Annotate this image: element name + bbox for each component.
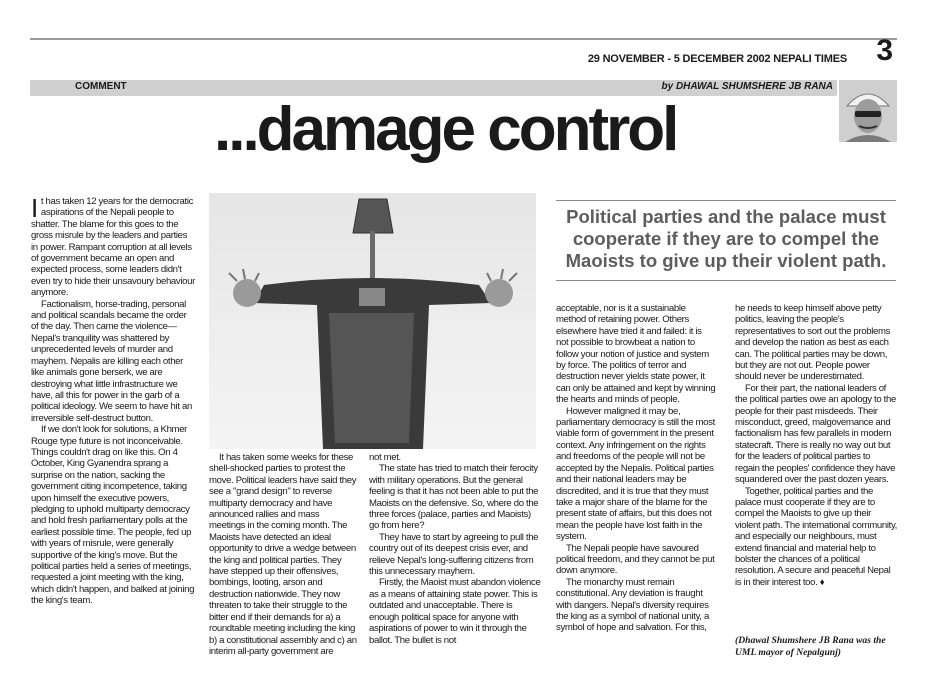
- byline: by DHAWAL SHUMSHERE JB RANA: [661, 81, 833, 92]
- paragraph: t has taken 12 years for the democratic aspirations of the Nepali people to shatter. The blame for this goes to the gross misrule by the leaders and parties in power. Rampant corruption at all levels of government became an open and expected process, some leaders didn't even try to hide their unsavoury behaviour anymore.: [31, 196, 195, 299]
- paragraph: If we don't look for solutions, a Khmer Rouge type future is not inconceivable. Things couldn't drag on like this. On 4 October, King Gyanendra sprang a surprise on the nation, sacking the government citing incompetence, taking upon himself the executive powers, pledging to uphold multiparty democracy and hold fresh parliamentary polls at the earliest possible time. The people, fed up with years of misrule, were generally supportive of the king's move. But the political parties held a series of meetings, requested a joint meeting with the king, which didn't happen, and balked at joining the king's team.: [31, 424, 195, 607]
- section-label: COMMENT: [75, 81, 127, 92]
- paragraph: Factionalism, horse-trading, personal and political scandals became the order of the day. Then came the violence—Nepal's tranquility was shattered by unprecedented levels of murder and mayhem. Nepalis are killing each other like animals gone berserk, we are destroying what little infrastructure we have, all this for power in the garb of a political ideology. We seem to have hit an irreversible self-destruct button.: [31, 298, 192, 424]
- article-column-5: [735, 303, 897, 588]
- paragraph: acceptable, nor is it a sustainable method of retaining power. Others elsewhere have tried it and failed: it is not possible to browbeat a nation to follow your notion of justice and system by force. The politics of terror and destruction never yields state power, it can only be attained and kept by winning the hearts and minds of people.: [556, 303, 716, 406]
- pullquote: Political parties and the palace must cooperate if they are to compel the Maoists to give up their violent path.: [565, 206, 887, 271]
- paragraph: They have to start by agreeing to pull the country out of its deepest crisis ever, and relieve Nepal's long-suffering citizens from this unnecessary mayhem.: [369, 531, 539, 578]
- masthead-date: 29 NOVEMBER - 5 DECEMBER 2002 NEPALI TIMES: [587, 53, 847, 65]
- paragraph: The Nepali people have savoured political freedom, and they cannot be put down anymore.: [556, 542, 715, 577]
- drop-cap: I: [31, 193, 38, 223]
- headline: ...damage control: [214, 95, 677, 164]
- paragraph: However maligned it may be, parliamentary democracy is still the most viable form of government in the present context. Any infringement on the rights and freedoms of the people will not be accepted by the Nepalis. Political parties and their national leaders may be discredited, and it is true that they must take a major share of the blame for the present state of affairs, but this does not mean the people have lost faith in the system.: [556, 405, 715, 543]
- paragraph: not met.: [369, 452, 401, 463]
- author-portrait-icon: [839, 80, 897, 142]
- article-column-2: [209, 452, 357, 657]
- paragraph: The monarchy must remain constitutional. Any deviation is fraught with dangers. Nepal's diversity requires the king as a symbol of national unity, a symbol of hope and salvation. For this,: [556, 576, 709, 634]
- paragraph: For their part, the national leaders of the political parties owe an apology to the people for their past misdeeds. Their misconduct, greed, malgovernance and factionalism has few parallels in modern statecraft. There is really no way out but for the leaders of political parties to regain the peoples' confidence they have squandered over the past dozen years.: [735, 382, 896, 486]
- paragraph: Firstly, the Maoist must abandon violence as a means of attaining state power. This is outdated and unacceptable. There is enough political space for anyone with aspirations of power to win it through the ballot. The bullet is not: [369, 577, 541, 646]
- article-column-1: [31, 193, 196, 607]
- scarecrow-photo-icon: [209, 193, 536, 449]
- article-column-3: [369, 452, 541, 646]
- top-rule: [30, 38, 897, 40]
- page-number: 3: [876, 34, 893, 67]
- pullquote-rule-bottom: [556, 280, 896, 281]
- paragraph: Together, political parties and the palace must cooperate if they are to compel the Maoists to give up their violent path. The international community, and especially our neighbours, must extend financial and material help to bolster the chances of a political resolution. A secure and peaceful Nepal is in their interest too. ♦: [735, 485, 897, 588]
- paragraph: It has taken some weeks for these shell-shocked parties to protest the move. Political leaders have said they see a "grand design" to reverse multiparty democracy and have announced rallies and mass meetings in the coming month. The Maoists have detected an ideal opportunity to drive a wedge between the king and political parties. They have stepped up their offensives, bombings, looting, arson and destruction nationwide. They now threaten to take their struggle to the bitter end if their demands for a) a roundtable meeting including the king b) a constitutional assembly and c) an interim all-party government are: [209, 452, 357, 657]
- pullquote-rule-top: [556, 200, 896, 201]
- article-column-4: [556, 303, 716, 634]
- paragraph: The state has tried to match their ferocity with military operations. But the general feeling is that it has not been able to put the Maoists on the defensive. So, where do the three forces (palace, parties and Maoists) go from here?: [369, 463, 539, 532]
- author-note: (Dhawal Shumshere JB Rana was the UML mayor of Nepalgunj): [735, 635, 886, 658]
- paragraph: he needs to keep himself above petty politics, leaving the people's representatives to sort out the problems and develop the nation as best as each can. The political parties may be down, but they are not out. People power should never be underestimated.: [735, 303, 891, 383]
